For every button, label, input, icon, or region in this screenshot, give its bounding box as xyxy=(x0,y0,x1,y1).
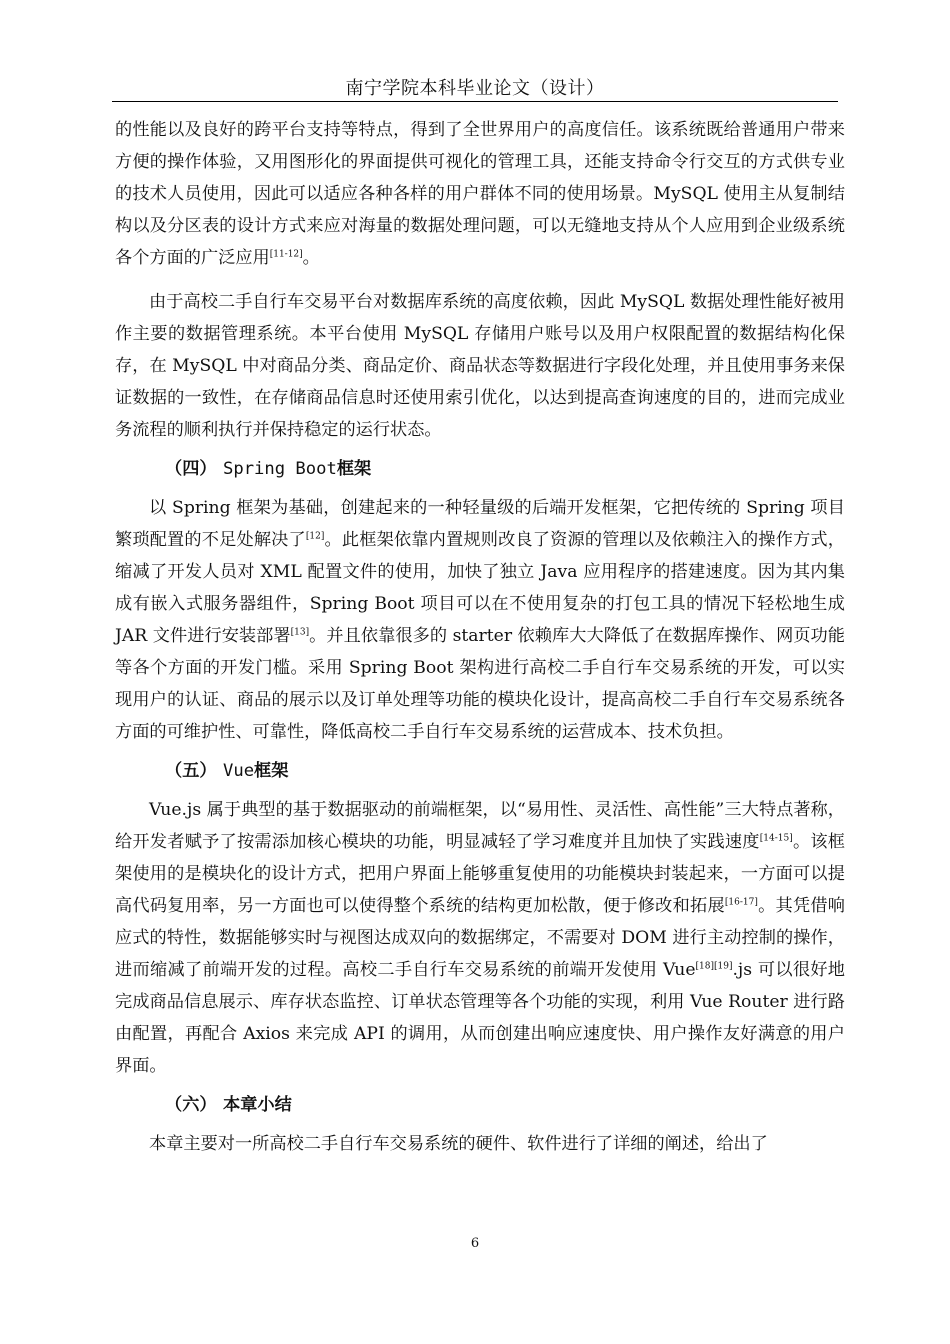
paragraph-text: .js 可以很好地完成商品信息展示、库存状态监控、订单状态管理等各个功能的实现，利用 Vue Router 进行路由配置，再配合 Axios 来完成 API 的调用，从而创建出响应速度快、用户操作友好满意的用户界面。 xyxy=(115,960,845,1076)
section-number: （六） xyxy=(165,1095,217,1115)
section-number: （五） xyxy=(165,761,217,781)
paragraph-text: 。该框架使用的是模块化的设计方式，把用户界面上能够重复使用的功能模块封装起来，一方面可以提高代码复用率，另一方面也可以使得整个系统的结构更加松散，便于修改和拓展 xyxy=(115,832,845,916)
paragraph-spring-boot xyxy=(115,492,845,748)
paragraph-gap xyxy=(115,274,845,286)
citation: [12] xyxy=(305,531,325,542)
section-heading-vue xyxy=(115,748,845,794)
citation: [16-17] xyxy=(724,897,758,908)
paragraph-summary: 本章主要对一所高校二手自行车交易系统的硬件、软件进行了详细的阐述，给出了 xyxy=(149,1134,768,1154)
section-title: Spring Boot xyxy=(223,459,337,479)
paragraph-mysql-intro xyxy=(115,114,845,274)
citation: [11-12] xyxy=(269,249,303,260)
section-heading-summary xyxy=(115,1082,845,1128)
page-header: 南宁学院本科毕业论文（设计） xyxy=(345,78,605,99)
paragraph-vue xyxy=(115,794,845,1082)
section-title-suffix: 框架 xyxy=(254,761,289,781)
paragraph-text: 。并且依靠很多的 starter 依赖库大大降低了在数据库操作、网页功能等各个方面的开发门槛。采用 Spring Boot 架构进行高校二手自行车交易系统的开发，可以实现用户的认证、商品的展示以及订单处理等功能的模块化设计，提高高校二手自行车交易系统各方面的可维护性、可靠性，降低高校二手自行车交易系统的运营成本、技术负担。 xyxy=(115,626,845,742)
citation: [13] xyxy=(290,627,310,638)
section-number: （四） xyxy=(165,459,217,479)
section-title: 本章小结 xyxy=(223,1095,292,1115)
paragraph-text: 的性能以及良好的跨平台支持等特点，得到了全世界用户的高度信任。该系统既给普通用户带来方便的操作体验，又用图形化的界面提供可视化的管理工具，还能支持命令行交互的方式供专业的技术人员使用，因此可以适应各种各样的用户群体不同的使用场景。MySQL 使用主从复制结构以及分区表的设计方式来应对海量的数据处理问题，可以无缝地支持从个人应用到企业级系统各个方面的广泛应用 xyxy=(115,120,845,268)
paragraph-text: 。 xyxy=(302,248,320,268)
paragraph-text: Vue.js 属于典型的基于数据驱动的前端框架，以“易用性、灵活性、高性能”三大特点著称，给开发者赋予了按需添加核心模块的功能，明显减轻了学习难度并且加快了实践速度 xyxy=(115,800,845,852)
citation: [18][19] xyxy=(695,961,733,972)
header-divider xyxy=(112,101,838,102)
section-title-suffix: 框架 xyxy=(336,459,372,479)
paragraph-mysql-usage: 由于高校二手自行车交易平台对数据库系统的高度依赖，因此 MySQL 数据处理性能好被用作主要的数据管理系统。本平台使用 MySQL 存储用户账号以及用户权限配置的数据结构化保存，在 MySQL 中对商品分类、商品定价、商品状态等数据进行字段化处理，并且使用事务来保证数据的一致性，在存储商品信息时还使用索引优化，以达到提高查询速度的目的，进而完成业务流程的顺利执行并保持稳定的运行状态。 xyxy=(115,292,845,440)
section-heading-spring-boot xyxy=(115,446,845,492)
paragraph-text: 。其凭借响应式的特性，数据能够实时与视图达成双向的数据绑定，不需要对 DOM 进行主动控制的操作，进而缩减了前端开发的过程。高校二手自行车交易系统的前端开发使用 Vue xyxy=(115,896,845,980)
citation: [14-15] xyxy=(759,833,793,844)
page-number: 6 xyxy=(470,1236,480,1251)
section-title: Vue xyxy=(223,761,255,781)
page-body xyxy=(115,114,845,1160)
paragraph-text: 。此框架依靠内置规则改良了资源的管理以及依赖注入的操作方式，缩减了开发人员对 XML 配置文件的使用，加快了独立 Java 应用程序的搭建速度。因为其内集成有嵌入式服务器组件，Spring Boot 项目可以在不使用复杂的打包工具的情况下轻松地生成 JAR 文件进行安装部署 xyxy=(115,530,845,646)
paragraph-text: 以 Spring 框架为基础，创建起来的一种轻量级的后端开发框架，它把传统的 Spring 项目繁琐配置的不足处解决了 xyxy=(115,498,845,550)
